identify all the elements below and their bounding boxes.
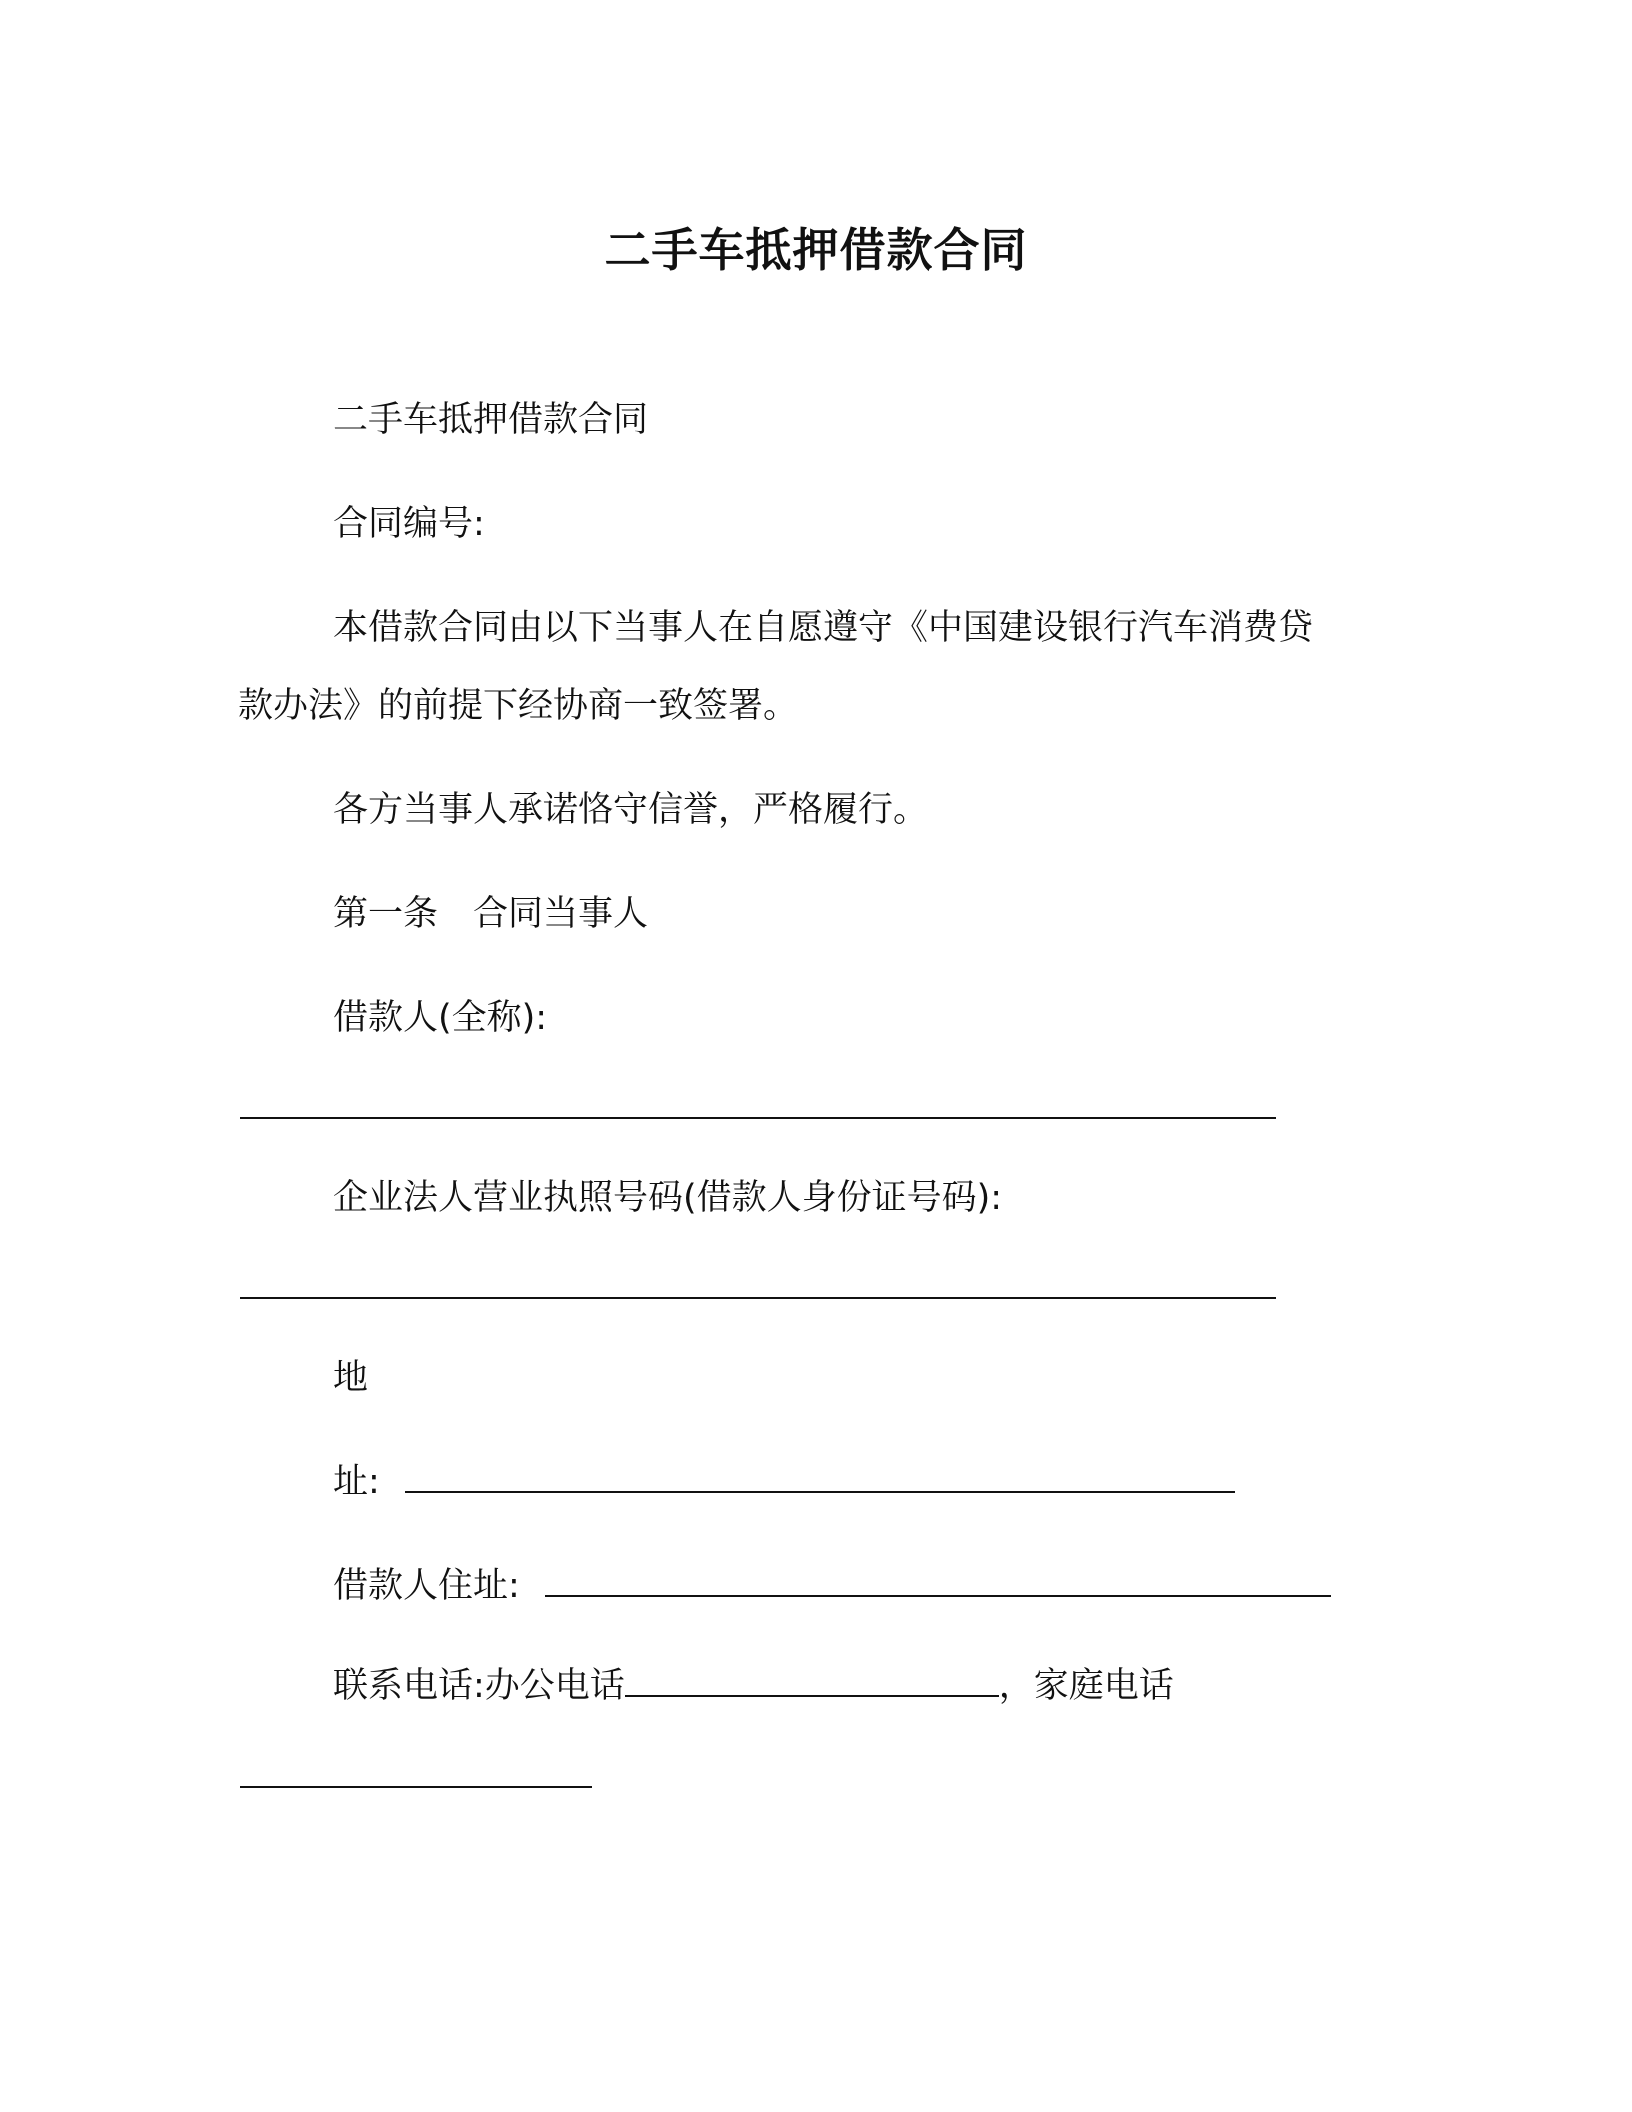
address-blank[interactable] xyxy=(405,1461,1235,1493)
address-row xyxy=(333,1460,1235,1504)
home-phone-label: ，家庭电话 xyxy=(998,1666,1174,1706)
home-phone-blank[interactable] xyxy=(240,1786,592,1788)
residence-blank[interactable] xyxy=(545,1565,1331,1597)
license-number-label: 企业法人营业执照号码(借款人身份证号码): xyxy=(333,1178,1003,1218)
pledge-paragraph: 各方当事人承诺恪守信誉，严格履行。 xyxy=(333,790,929,830)
borrower-name-label: 借款人(全称): xyxy=(333,998,548,1038)
address-label-part-1: 地 xyxy=(333,1358,369,1398)
office-phone-blank[interactable] xyxy=(625,1665,999,1697)
residence-label: 借款人住址: xyxy=(333,1566,520,1606)
intro-paragraph-line-2: 款办法》的前提下经协商一致签署。 xyxy=(238,686,799,726)
document-title: 二手车抵押借款合同 xyxy=(604,223,1028,277)
contract-number-label: 合同编号: xyxy=(333,504,485,544)
license-number-blank[interactable] xyxy=(240,1297,1276,1299)
borrower-name-blank[interactable] xyxy=(240,1117,1276,1119)
office-phone-label: 联系电话:办公电话 xyxy=(333,1666,625,1706)
residence-row xyxy=(333,1564,1331,1608)
address-label-part-2: 址: xyxy=(333,1462,380,1502)
intro-paragraph-line-1: 本借款合同由以下当事人在自愿遵守《中国建设银行汽车消费贷 xyxy=(333,608,1314,648)
article-1-heading: 第一条 合同当事人 xyxy=(333,894,649,934)
document-subtitle: 二手车抵押借款合同 xyxy=(333,400,649,440)
phone-row xyxy=(333,1664,1174,1708)
